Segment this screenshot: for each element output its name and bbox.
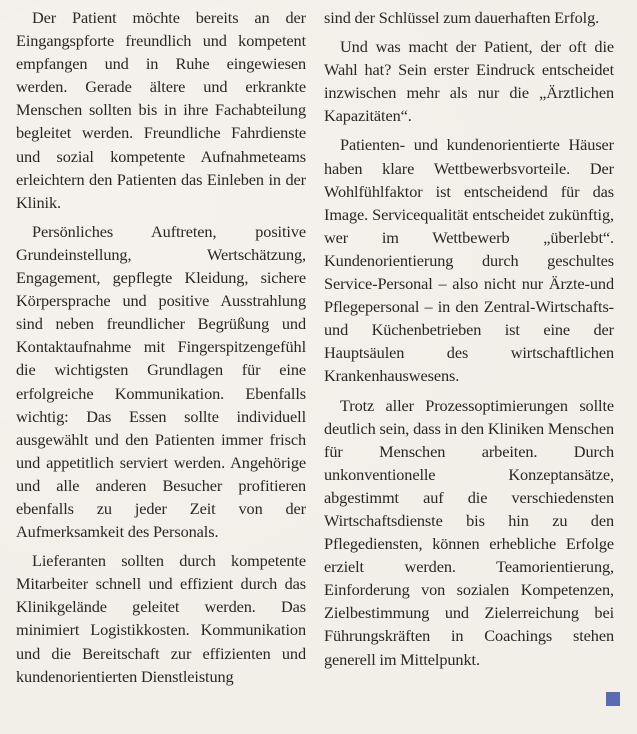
- paragraph: Lieferanten sollten durch kompetente Mitarbeiter schnell und effizient durch das Klinikgelände geleitet werden. Das minimiert Logistikkosten. Kommunikation und die Bereitschaft zur effizienten und kundenorientierten Dienstleistung: [16, 551, 306, 686]
- paragraph: Der Patient möchte bereits an der Eingangspforte freundlich und kompetent empfangen und in Ruhe eingewiesen werden. Gerade ältere und erkrankte Menschen sollten bis in ihre Fachabteilung begleitet werden. Freundliche Fahrdienste und sozial kompetente Aufnahmeteams erleichtern den Patienten das Einleben in der Klinik.: [16, 8, 306, 212]
- paragraph-continued: sind der Schlüssel zum dauerhaften Erfolg.: [324, 8, 600, 27]
- paragraph: Und was macht der Patient, der oft die Wahl hat? Sein erster Eindruck entscheidet inzwischen mehr als nur die „Ärztlichen Kapazitäten“.: [324, 37, 614, 126]
- paragraph: Persönliches Auftreten, positive Grundeinstellung, Wertschätzung, Engagement, gepflegte Kleidung, sichere Körpersprache und positive Ausstrahlung sind neben freundlicher Begrüßung und Kontaktaufnahme mit Fingerspitzengefühl die wichtigsten Grundlagen für eine erfolgreiche Kommunikation. Ebenfalls wichtig: Das Essen sollte individuell ausgewählt und den Patienten immer frisch und appetitlich serviert werden. Angehörige und alle anderen Besucher profitieren ebenfalls zu jeder Zeit von der Aufmerksamkeit des Personals.: [16, 221, 306, 542]
- article-column-left: [16, 6, 306, 734]
- article-end-square-icon: [606, 692, 620, 706]
- paragraph: Patienten- und kundenorientierte Häuser haben klare Wettbewerbsvorteile. Der Wohlfühlfaktor ist entscheidend für das Image. Servicequalität entscheidet zukünftig, wer im Wettbewerb „überlebt“. Kundenorientierung durch geschultes Service-Personal – also nicht nur Ärzte-und Pflegepersonal – in den Zentral-Wirtschafts- und Küchenbetrieben ist eine der Hauptsäulen des wirtschaftlichen Krankenhauswesens.: [324, 135, 614, 386]
- paragraph: Trotz aller Prozessoptimierungen sollte deutlich sein, dass in den Kliniken Menschen für Menschen arbeiten. Durch unkonventionelle Konzeptansätze, abgestimmt auf die verschiedensten Wirtschaftsdienste bis hin zu den Pflegediensten, können erhebliche Erfolge erzielt werden. Teamorientierung, Einforderung von sozialen Kompetenzen, Zielbestimmung und Zielerreichung bei Führungskräften in Coachings stehen generell im Mittelpunkt.: [324, 395, 614, 669]
- article-column-right: [324, 6, 614, 734]
